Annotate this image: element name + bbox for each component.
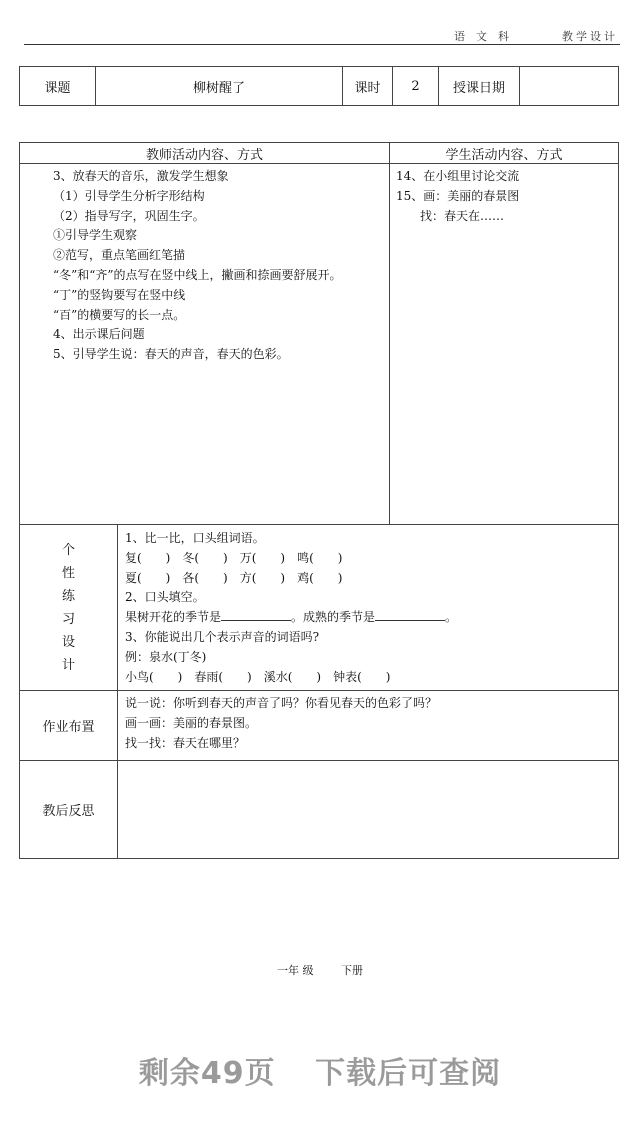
watermark-remaining: 剩余49页 (138, 1056, 276, 1091)
teacher-header: 教师活动内容、方式 (20, 143, 390, 164)
footer-volume: 下册 (341, 964, 363, 977)
watermark-download: 下载后可查阅 (315, 1056, 502, 1091)
practice-q1: 1、比一比，口头组词语。 (125, 531, 265, 545)
fill-text-a: 果树开花的季节是 (125, 610, 222, 625)
homework-line: 找一找：春天在哪里？ (125, 735, 246, 750)
date-label: 授课日期 (439, 67, 520, 106)
fill-text-b: 。成熟的季节是 (291, 610, 376, 625)
student-header: 学生活动内容、方式 (390, 143, 619, 164)
date-value (520, 67, 619, 106)
homework-line: 说一说：你听到春天的声音了吗？你看见春天的色彩了吗？ (125, 696, 438, 710)
teacher-line: （2）指导写字，巩固生字。 (53, 208, 205, 223)
reflection-content (118, 761, 619, 859)
practice-q2: 2、口头填空。 (125, 590, 205, 605)
fill-blank-1 (221, 608, 291, 621)
header-rule (24, 44, 620, 45)
header-subject: 语 文 科 (454, 30, 509, 43)
lesson-plan-table (19, 142, 619, 859)
practice-label-char: 设 (61, 634, 75, 650)
practice-q3: 3、你能说出几个表示声音的词语吗? (125, 629, 320, 644)
homework-label: 作业布置 (20, 691, 118, 761)
homework-content (118, 691, 619, 761)
teacher-line: 4、出示课后问题 (53, 327, 145, 342)
reflection-label: 教后反思 (20, 761, 118, 859)
teacher-line: “冬”和“齐”的点写在竖中线上，撇画和捺画要舒展开。 (53, 267, 342, 282)
footer-grade: 一年 级 (277, 964, 314, 977)
practice-label-char: 习 (61, 611, 75, 627)
practice-example: 例：泉水(丁冬) (125, 649, 207, 664)
period-value: 2 (393, 67, 439, 106)
page-footer (0, 962, 640, 978)
practice-fill (125, 608, 618, 628)
download-watermark (0, 1048, 640, 1092)
practice-label-char: 计 (61, 657, 75, 673)
fill-text-c: 。 (445, 610, 458, 625)
lesson-info-table (19, 66, 619, 106)
teacher-activities (20, 164, 390, 525)
homework-line: 画一画：美丽的春景图。 (125, 715, 258, 730)
topic-label: 课题 (20, 67, 96, 106)
practice-label-char: 练 (61, 588, 75, 604)
teacher-line: （1）引导学生分析字形结构 (53, 188, 205, 203)
teacher-line: ②范写，重点笔画红笔描 (53, 248, 186, 263)
teacher-line: 5、引导学生说：春天的声音，春天的色彩。 (53, 347, 289, 362)
teacher-line: “百”的横要写的长一点。 (53, 307, 186, 322)
practice-content (118, 525, 619, 691)
header-design: 教学设计 (562, 30, 618, 43)
student-line: 找：春天在…… (396, 208, 505, 223)
period-label: 课时 (343, 67, 393, 106)
practice-label-char: 性 (61, 565, 75, 581)
teacher-line: “丁”的竖钩要写在竖中线 (53, 287, 186, 302)
teacher-line: ①引导学生观察 (53, 228, 138, 243)
practice-label-char: 个 (61, 542, 75, 558)
practice-row1: 复( ) 冬( ) 万( ) 鸣( ) (125, 550, 343, 565)
practice-label (20, 525, 118, 691)
student-line: 14、在小组里讨论交流 (396, 169, 520, 183)
topic-value: 柳树醒了 (96, 67, 343, 106)
student-activities (390, 164, 619, 525)
teacher-line: 3、放春天的音乐，激发学生想象 (53, 169, 229, 183)
practice-row2: 夏( ) 各( ) 方( ) 鸡( ) (125, 570, 343, 585)
page-header (454, 28, 618, 44)
student-line: 15、画：美丽的春景图 (396, 188, 520, 203)
practice-words: 小鸟( ) 春雨( ) 溪水( ) 钟表( ) (125, 669, 391, 684)
fill-blank-2 (375, 608, 445, 621)
